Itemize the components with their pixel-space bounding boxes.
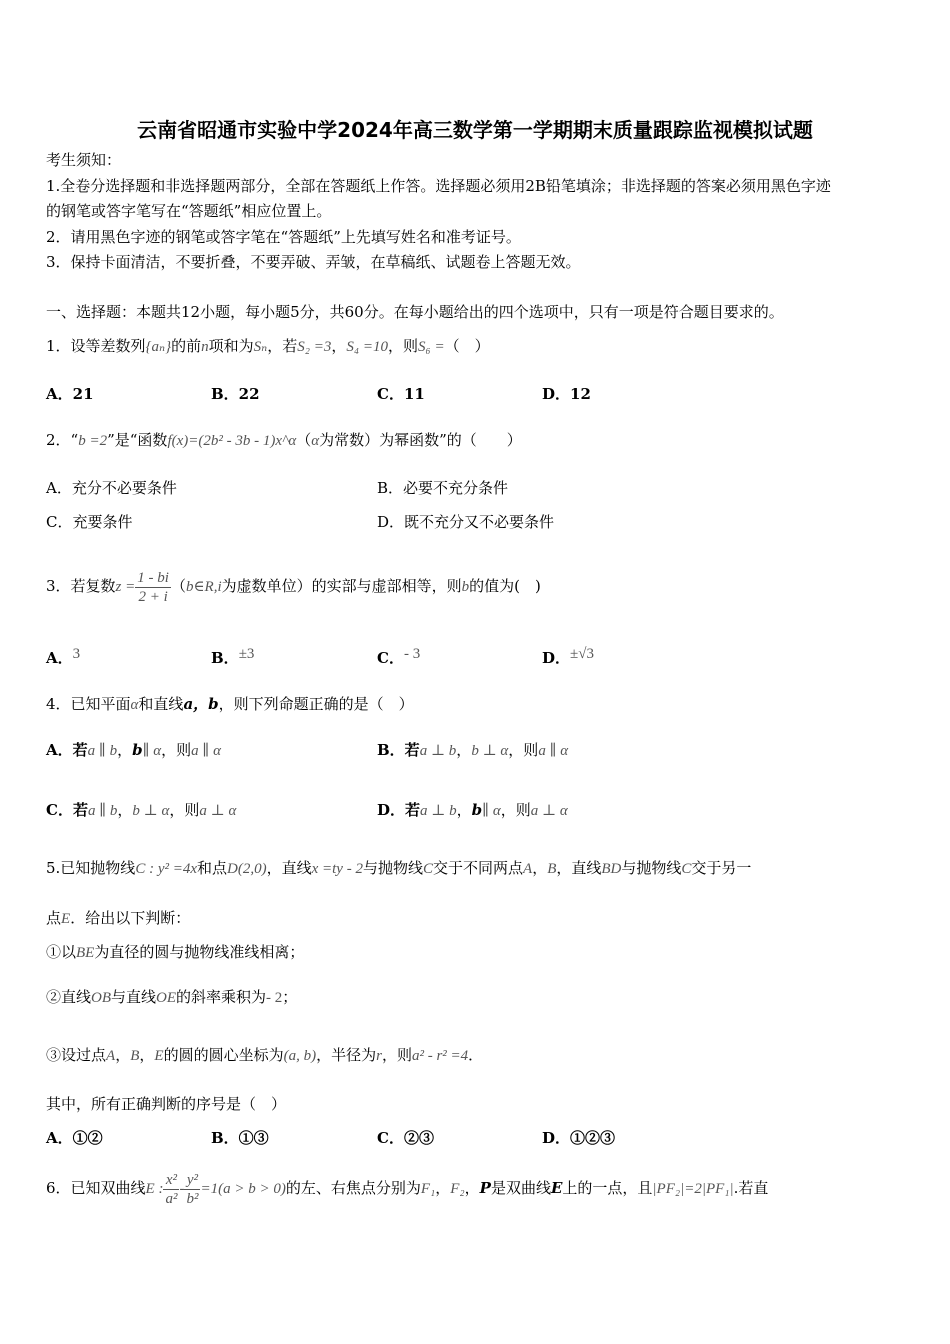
q5-judgement-3: ③设过点A，B，E的圆的圆心坐标为(a, b)，半径为r，则a² - r² =4． [46, 1046, 484, 1064]
q3-option-c: C．- 3 [377, 646, 421, 667]
q5-option-a: A．①② [46, 1129, 103, 1147]
q3-option-d: D．±√3 [542, 646, 594, 667]
q2-option-b: B．必要不充分条件 [377, 479, 509, 497]
q5-option-b: B．①③ [211, 1129, 269, 1147]
q5-line-2: 点E．给出以下判断： [46, 909, 191, 927]
q4-option-a: A．若a ∥ b，b∥ α，则a ∥ α [46, 741, 221, 759]
question-2: 2．“b =2”是“函数f(x)=(2b² - 3b - 1)x^α（α为常数）为幂函数”的（ ） [46, 431, 522, 449]
q4-option-c: C．若a ∥ b，b ⊥ α，则a ⊥ α [46, 801, 237, 819]
question-3: 3．若复数z = $\frac{1 - bi}{2 + i}$ （b∈R,i为虚数单位）的实部与虚部相等，则b的值为( ) [46, 569, 541, 605]
q5-option-d: D．①②③ [542, 1129, 616, 1147]
notice-line-1: 1.全卷分选择题和非选择题两部分，全部在答题纸上作答。选择题必须用2B铅笔填涂；非选择题的答案必须用黑色字迹 [46, 177, 831, 195]
q1-option-c: C．11 [377, 385, 425, 403]
q5-option-c: C．②③ [377, 1129, 434, 1147]
notice-line-2: 2．请用黑色字迹的钢笔或答字笔在“答题纸”上先填写姓名和准考证号。 [46, 228, 521, 246]
question-6: 6．已知双曲线E : $\frac{\text{x²}}{\text{a²}}$ - $\frac{\text{y²}}{\text{b²}}$ =1(a > b > 0)的左、右焦点分别为F₁，F₂，P是双曲线E上的一点，且|PF₂|=2|PF₁|.若直 [46, 1171, 769, 1207]
q5-judgement-2: ②直线OB与直线OE的斜率乘积为- 2； [46, 988, 298, 1006]
q1-option-d: D．12 [542, 385, 591, 403]
notice-line-1-cont: 的钢笔或答字笔写在“答题纸”相应位置上。 [46, 202, 332, 220]
notice-line-3: 3．保持卡面清洁，不要折叠，不要弄破、弄皱，在草稿纸、试题卷上答题无效。 [46, 253, 581, 271]
q2-option-a: A．充分不必要条件 [46, 479, 177, 497]
section-heading: 一、选择题：本题共12小题，每小题5分，共60分。在每小题给出的四个选项中，只有一项是符合题目要求的。 [46, 303, 784, 321]
q2-option-d: D．既不充分又不必要条件 [377, 513, 555, 531]
notice-heading: 考生须知： [46, 151, 122, 169]
q1-option-b: B．22 [211, 385, 260, 403]
q3-fraction: $\frac{1 - bi}{2 + i}$ [137, 569, 169, 605]
q1-option-a: A．21 [46, 385, 94, 403]
question-4: 4．已知平面α和直线a，b，则下列命题正确的是（ ） [46, 695, 414, 713]
q4-option-b: B．若a ⊥ b，b ⊥ α，则a ∥ α [377, 741, 569, 759]
q2-option-c: C．充要条件 [46, 513, 133, 531]
question-1: 1．设等差数列{aₙ}的前n项和为Sₙ，若S₂ =3，S₄ =10，则S₆ =（ ） [46, 337, 490, 355]
q3-option-b: B．±3 [211, 646, 255, 667]
q3-option-a: A．3 [46, 646, 81, 667]
question-5: 5.已知抛物线C : y² =4x和点D(2,0)，直线x =ty - 2与抛物线C交于不同两点A，B，直线BD与抛物线C交于另一 [46, 859, 752, 877]
q5-question: 其中，所有正确判断的序号是（ ） [46, 1095, 287, 1113]
q5-judgement-1: ①以BE为直径的圆与抛物线准线相离； [46, 943, 305, 961]
q4-option-d: D．若a ⊥ b，b∥ α，则a ⊥ α [377, 801, 568, 819]
page-title: 云南省昭通市实验中学2024年高三数学第一学期期末质量跟踪监视模拟试题 [137, 118, 813, 142]
